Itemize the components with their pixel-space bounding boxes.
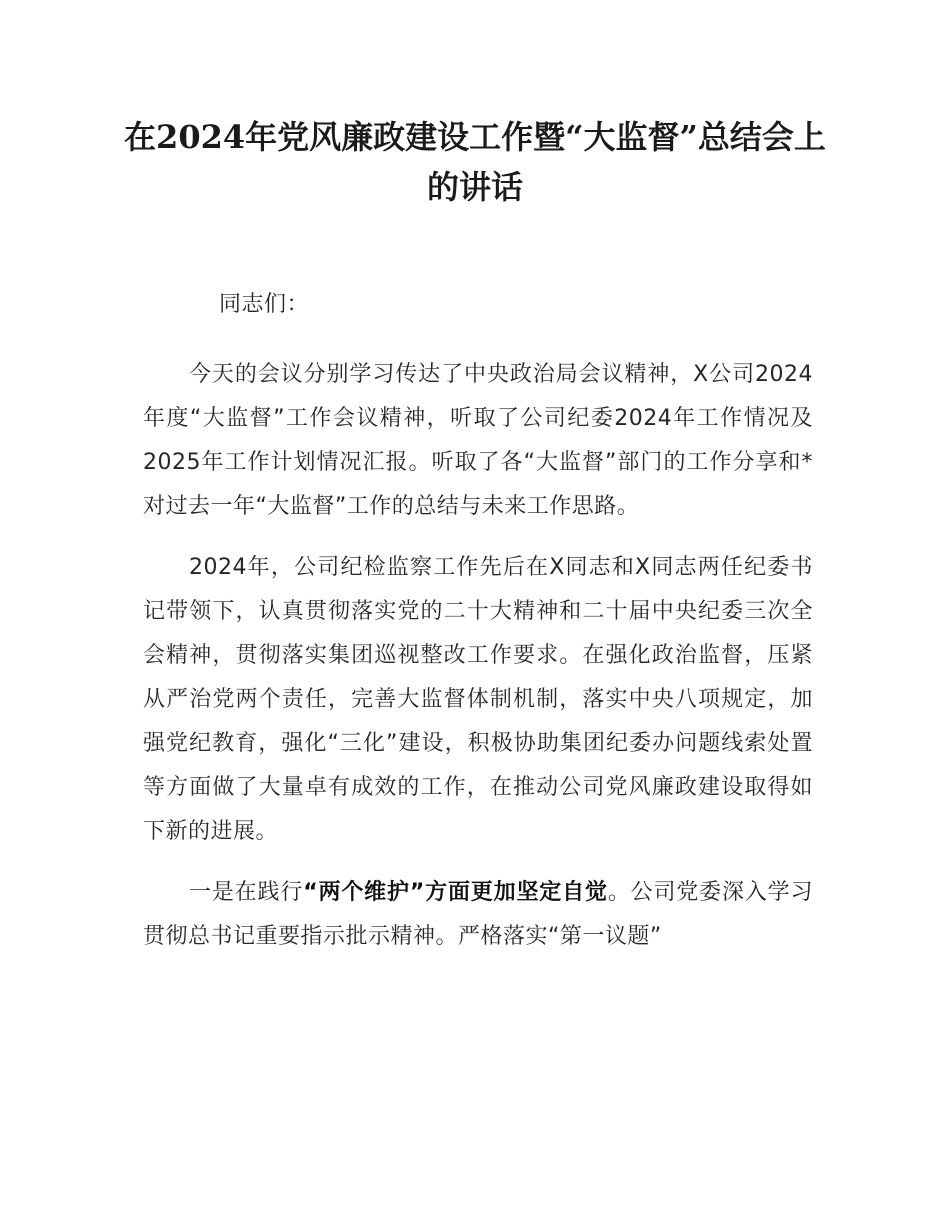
point-one-rest: 。公司党委深入学习贯彻总书记重要指示批示精神。严格落实“第一议题” xyxy=(143,880,813,949)
paragraph-point-one xyxy=(143,871,813,959)
paragraph-work-review: 2024年，公司纪检监察工作先后在X同志和X同志两任纪委书记带领下，认真贯彻落实党的二十大精神和二十届中央纪委三次全会精神，贯彻落实集团巡视整改工作要求。在强化政治监督，压紧从严治党两个责任，完善大监督体制机制，落实中央八项规定，加强党纪教育，强化“三化”建设，积极协助集团纪委办问题线索处置等方面做了大量卓有成效的工作，在推动公司党风廉政建设取得如下新的进展。 xyxy=(143,555,813,844)
point-one-lead: 一是在践行 xyxy=(189,880,304,905)
document-title: 在2024年党风廉政建设工作暨“大监督”总结会上的讲话 xyxy=(124,118,826,206)
document-body xyxy=(143,283,813,976)
point-one-emphasis: “两个维护”方面更加坚定自觉 xyxy=(303,880,608,905)
paragraph-meeting-summary: 今天的会议分别学习传达了中央政治局会议精神，X公司2024年度“大监督”工作会议精神，听取了公司纪委2024年工作情况及2025年工作计划情况汇报。听取了各“大监督”部门的工作分享和*对过去一年“大监督”工作的总结与未来工作思路。 xyxy=(143,362,813,519)
salutation: 同志们： xyxy=(219,292,310,317)
